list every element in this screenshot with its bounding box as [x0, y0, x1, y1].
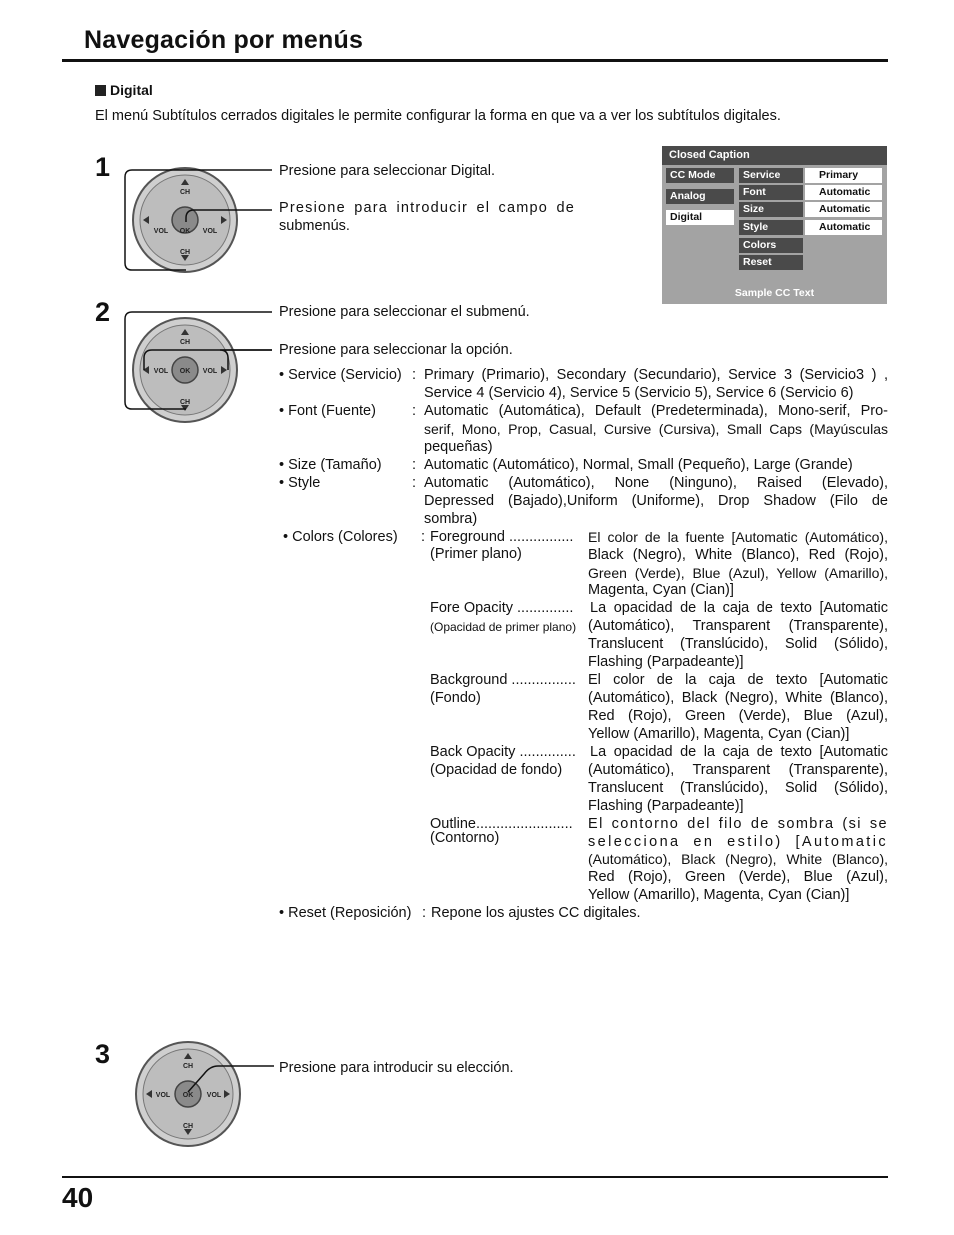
section-intro: El menú Subtítulos cerrados digitales le permite configurar la forma en que va a ver los subtítulos digitales.: [95, 108, 781, 124]
colors-back-opacity-line2: (Automático), Transparent (Transparente),: [588, 762, 888, 778]
colors-fore-opacity-sub: (Opacidad de primer plano): [430, 620, 577, 634]
ok-label: OK: [179, 368, 191, 375]
colors-fore-opacity-line3: Translucent (Translúcido), Solid (Sólido),: [588, 636, 888, 652]
option-reset-label: • Reset (Reposición): [279, 905, 412, 921]
osd-style-value: Automatic: [805, 220, 882, 235]
vol-left-label: VOL: [153, 368, 169, 375]
osd-font[interactable]: Font: [739, 185, 803, 200]
callout-line-step3: [180, 1060, 280, 1100]
closed-caption-menu: [662, 146, 887, 304]
option-service-colon: :: [412, 367, 417, 383]
ok-label: OK: [182, 1092, 194, 1099]
step-number-1: 1: [95, 152, 111, 182]
option-size-label: • Size (Tamaño): [279, 457, 382, 473]
colors-foreground-line4: Magenta, Cyan (Cian)]: [588, 582, 734, 598]
option-reset-line1: Repone los ajustes CC digitales.: [431, 905, 641, 921]
option-style-colon: :: [412, 475, 417, 491]
option-reset-colon: :: [422, 905, 427, 921]
colors-outline-line5: Yellow (Amarillo), Magenta, Cyan (Cian)]: [588, 887, 850, 903]
colors-foreground-line2: Black (Negro), White (Blanco), Red (Rojo),: [588, 547, 888, 563]
option-style-line2: Depressed (Bajado),Uniform (Uniforme), Drop Shadow (Filo de: [424, 493, 888, 509]
square-bullet-icon: [95, 85, 106, 96]
osd-colors[interactable]: Colors: [739, 238, 803, 253]
header-rule: [62, 59, 888, 62]
ch-up-label: CH: [182, 1063, 194, 1070]
colors-foreground-line1: El color de la fuente [Automatic (Automático),: [588, 529, 888, 545]
colors-foreground-name: Foreground ................: [430, 529, 574, 545]
option-font-line1: Automatic (Automática), Default (Predeterminada), Mono-serif, Pro-: [424, 403, 888, 419]
option-colors-colon: :: [421, 529, 426, 545]
colors-background-line2: (Automático), Black (Negro), White (Blanco),: [588, 690, 888, 706]
osd-reset[interactable]: Reset: [739, 255, 803, 270]
option-style-line1: Automatic (Automático), None (Ninguno), Raised (Elevado),: [424, 475, 888, 491]
option-font-colon: :: [412, 403, 417, 419]
vol-right-label: VOL: [206, 1092, 222, 1099]
option-size-colon: :: [412, 457, 417, 473]
osd-style[interactable]: Style: [739, 220, 803, 235]
osd-size-value: Automatic: [805, 202, 882, 217]
ch-down-label: CH: [179, 399, 191, 406]
vol-right-label: VOL: [202, 228, 218, 235]
option-colors-label: • Colors (Colores): [283, 529, 398, 545]
colors-background-sub: (Fondo): [430, 690, 481, 706]
colors-back-opacity-line1: La opacidad de la caja de texto [Automatic: [590, 744, 888, 760]
colors-outline-line2: selecciona en estilo) [Automatic: [588, 834, 888, 850]
option-font-line2: serif, Mono, Prop, Casual, Cursive (Cursiva), Small Caps (Mayúsculas: [424, 421, 888, 437]
colors-fore-opacity-name: Fore Opacity ..............: [430, 600, 574, 616]
ok-label: OK: [179, 228, 191, 235]
option-font-line3: pequeñas): [424, 439, 493, 455]
ch-down-label: CH: [179, 249, 191, 256]
option-service-line1: Primary (Primario), Secondary (Secundario), Service 3 (Servicio3 ) ,: [424, 367, 888, 383]
step1-instruction-select: Presione para seleccionar Digital.: [279, 163, 495, 179]
ch-up-label: CH: [179, 189, 191, 196]
step2-instruction-option: Presione para seleccionar la opción.: [279, 342, 513, 358]
osd-sample-text: Sample CC Text: [734, 287, 815, 299]
option-font-label: • Font (Fuente): [279, 403, 376, 419]
callout-lines-step2: [120, 302, 280, 417]
osd-service[interactable]: Service: [739, 168, 803, 183]
step1-instruction-enter-b: submenús.: [279, 218, 350, 234]
osd-size[interactable]: Size: [739, 202, 803, 217]
vol-right-label: VOL: [202, 368, 218, 375]
colors-fore-opacity-line1: La opacidad de la caja de texto [Automatic: [590, 600, 888, 616]
option-style-label: • Style: [279, 475, 321, 491]
step3-instruction-enter: Presione para introducir su elección.: [279, 1060, 514, 1076]
page-title: Navegación por menús: [84, 26, 364, 54]
osd-analog[interactable]: Analog: [666, 189, 734, 204]
colors-outline-name: Outline........................: [430, 816, 573, 832]
callout-lines-step1: [120, 160, 280, 275]
colors-back-opacity-name: Back Opacity ..............: [430, 744, 576, 760]
osd-font-value: Automatic: [805, 185, 882, 200]
colors-back-opacity-line3: Translucent (Translúcido), Solid (Sólido),: [588, 780, 888, 796]
osd-title: Closed Caption: [662, 146, 887, 165]
section-label: Digital: [110, 82, 153, 98]
footer-rule: [62, 1176, 888, 1178]
colors-back-opacity-sub: (Opacidad de fondo): [430, 762, 563, 778]
osd-cc-mode[interactable]: CC Mode: [666, 168, 734, 183]
colors-background-line4: Yellow (Amarillo), Magenta, Cyan (Cian)]: [588, 726, 850, 742]
step-number-2: 2: [95, 297, 111, 327]
colors-back-opacity-line4: Flashing (Parpadeante)]: [588, 798, 744, 814]
option-service-line2: Service 4 (Servicio 4), Service 5 (Servicio 5), Service 6 (Servicio 6): [424, 385, 854, 401]
vol-left-label: VOL: [155, 1092, 171, 1099]
colors-foreground-line3: Green (Verde), Blue (Azul), Yellow (Amarillo),: [588, 565, 888, 581]
ch-down-label: CH: [182, 1123, 194, 1130]
section-heading: [95, 82, 153, 98]
vol-left-label: VOL: [153, 228, 169, 235]
option-service-label: • Service (Servicio): [279, 367, 402, 383]
step-number-3: 3: [95, 1039, 111, 1069]
step1-instruction-enter-a: Presione para introducir el campo de: [279, 200, 575, 216]
osd-digital[interactable]: Digital: [666, 210, 734, 225]
colors-foreground-sub: (Primer plano): [430, 546, 522, 562]
colors-background-name: Background ................: [430, 672, 576, 688]
colors-outline-line1: El contorno del filo de sombra (si se: [588, 816, 888, 832]
colors-outline-line4: Red (Rojo), Green (Verde), Blue (Azul),: [588, 869, 888, 885]
option-size-line1: Automatic (Automático), Normal, Small (Pequeño), Large (Grande): [424, 457, 853, 473]
osd-service-value: Primary: [805, 168, 882, 183]
ch-up-label: CH: [179, 339, 191, 346]
colors-background-line1: El color de la caja de texto [Automatic: [588, 672, 888, 688]
colors-fore-opacity-line4: Flashing (Parpadeante)]: [588, 654, 744, 670]
option-style-line3: sombra): [424, 511, 478, 527]
colors-background-line3: Red (Rojo), Green (Verde), Blue (Azul),: [588, 708, 888, 724]
colors-outline-line3: (Automático), Black (Negro), White (Blanco),: [588, 851, 888, 867]
step2-instruction-submenu: Presione para seleccionar el submenú.: [279, 304, 530, 320]
page-number: 40: [62, 1182, 94, 1213]
colors-fore-opacity-line2: (Automático), Transparent (Transparente),: [588, 618, 888, 634]
colors-outline-sub: (Contorno): [430, 830, 500, 846]
